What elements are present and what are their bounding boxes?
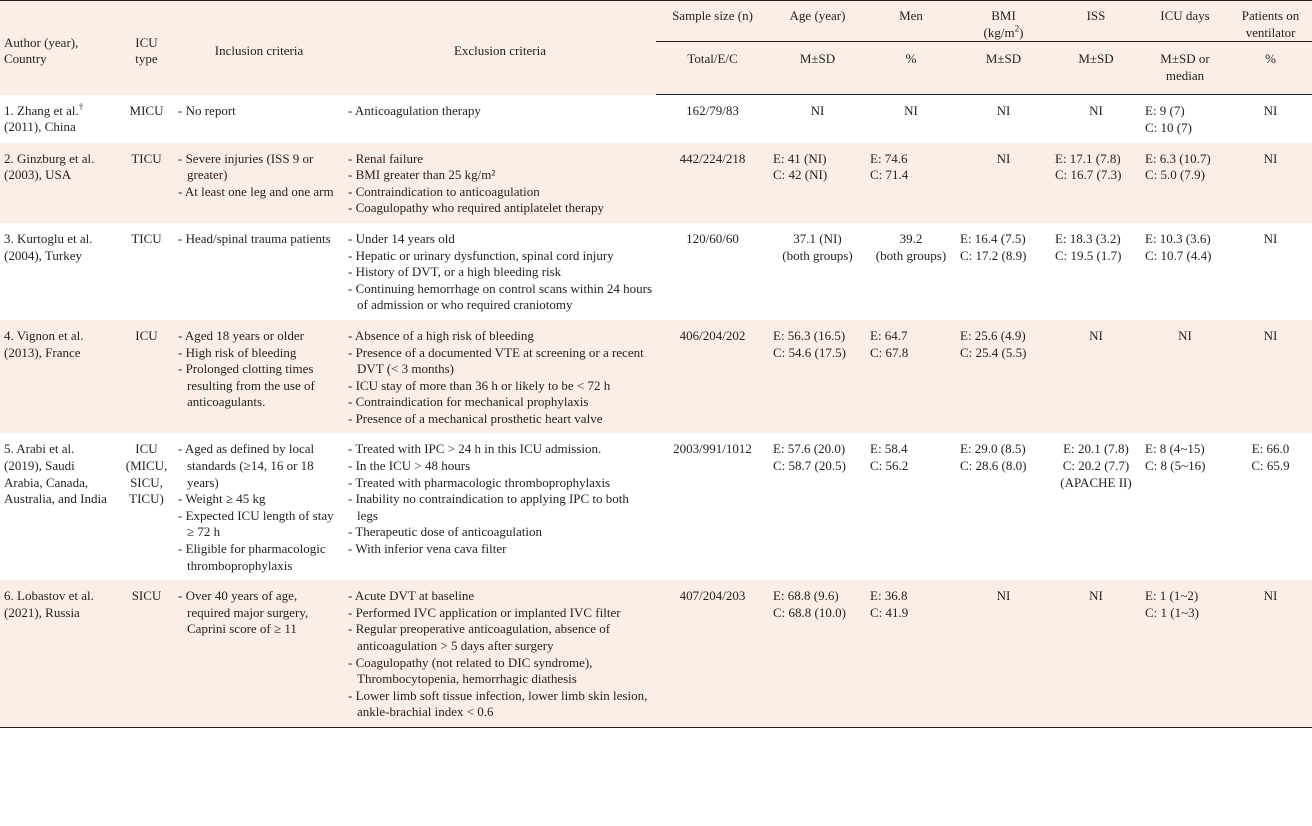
cell-iss: E: 18.3 (3.2) C: 19.5 (1.7)	[1051, 223, 1141, 320]
header-iss: ISS	[1051, 1, 1141, 42]
list-item: - Weight ≥ 45 kg	[178, 491, 266, 507]
cell-icu-type: ICU (MICU, SICU, TICU)	[119, 433, 174, 580]
cell-age: E: 41 (NI) C: 42 (NI)	[769, 143, 866, 223]
cell-icu-type: TICU	[119, 223, 174, 320]
cell-ventilator: NI	[1229, 580, 1312, 727]
cell-men: E: 36.8 C: 41.9	[866, 580, 956, 727]
cell-ventilator: NI	[1229, 320, 1312, 434]
list-item: - Severe injuries (ISS 9 or greater)	[178, 150, 314, 183]
header-age: Age (year)	[769, 1, 866, 42]
table-header	[0, 1, 1312, 95]
cell-author: 1. Zhang et al.† (2011), China	[0, 95, 119, 143]
cell-ventilator: NI	[1229, 143, 1312, 223]
cell-sample: 2003/991/1012	[656, 433, 769, 580]
header-sample-size: Sample size (n)	[656, 1, 769, 42]
cell-author: 6. Lobastov et al. (2021), Russia	[0, 580, 119, 727]
list-item: - Acute DVT at baseline	[348, 588, 475, 604]
list-item: - Presence of a documented VTE at screening or a recent DVT (< 3 months)	[348, 344, 644, 377]
cell-bmi: NI	[956, 95, 1051, 143]
list-item: - Inability no contraindication to applying IPC to both legs	[348, 491, 629, 523]
cell-icu-days: E: 8 (4~15) C: 8 (5~16)	[1141, 433, 1229, 580]
cell-exclusion	[344, 223, 656, 320]
list-item: - Therapeutic dose of anticoagulation	[348, 524, 542, 540]
header-men-sub: %	[866, 42, 956, 95]
cell-men: NI	[866, 95, 956, 143]
table-row	[0, 320, 1312, 434]
cell-sample: 162/79/83	[656, 95, 769, 143]
cell-icu-type: TICU	[119, 143, 174, 223]
list-item: - Coagulopathy who required antiplatelet therapy	[348, 200, 604, 216]
cell-age: NI	[769, 95, 866, 143]
list-item: - Head/spinal trauma patients	[178, 230, 331, 246]
list-item: - Contraindication to anticoagulation	[348, 183, 540, 199]
cell-author: 3. Kurtoglu et al. (2004), Turkey	[0, 223, 119, 320]
cell-sample: 120/60/60	[656, 223, 769, 320]
cell-bmi: E: 29.0 (8.5) C: 28.6 (8.0)	[956, 433, 1051, 580]
cell-ventilator: NI	[1229, 95, 1312, 143]
cell-ventilator: E: 66.0 C: 65.9	[1229, 433, 1312, 580]
list-item: - Hepatic or urinary dysfunction, spinal cord injury	[348, 247, 614, 263]
cell-author: 2. Ginzburg et al. (2003), USA	[0, 143, 119, 223]
cell-iss: E: 20.1 (7.8) C: 20.2 (7.7) (APACHE II)	[1051, 433, 1141, 580]
cell-iss: NI	[1051, 95, 1141, 143]
cell-exclusion	[344, 433, 656, 580]
list-item: - Absence of a high risk of bleeding	[348, 327, 534, 343]
cell-men: E: 64.7 C: 67.8	[866, 320, 956, 434]
cell-author: 5. Arabi et al. (2019), Saudi Arabia, Canada, Australia, and India	[0, 433, 119, 580]
cell-bmi: NI	[956, 143, 1051, 223]
cell-inclusion	[174, 580, 344, 727]
header-bmi-sub: M±SD	[956, 42, 1051, 95]
cell-author: 4. Vignon et al. (2013), France	[0, 320, 119, 434]
cell-exclusion	[344, 95, 656, 143]
cell-ventilator: NI	[1229, 223, 1312, 320]
cell-sample: 406/204/202	[656, 320, 769, 434]
cell-sample: 442/224/218	[656, 143, 769, 223]
list-item: - Aged 18 years or older	[178, 327, 304, 343]
cell-men: 39.2 (both groups)	[866, 223, 956, 320]
list-item: - Presence of a mechanical prosthetic heart valve	[348, 410, 603, 426]
cell-icu-type: MICU	[119, 95, 174, 143]
header-icu-days: ICU days	[1141, 1, 1229, 42]
list-item: - Coagulopathy (not related to DIC syndrome), Thrombocytopenia, hemorrhagic diathesis	[348, 654, 593, 687]
cell-icu-days: NI	[1141, 320, 1229, 434]
header-sample-size-sub: Total/E/C	[656, 42, 769, 95]
list-item: - ICU stay of more than 36 h or likely to be < 72 h	[348, 377, 611, 393]
cell-bmi: E: 16.4 (7.5) C: 17.2 (8.9)	[956, 223, 1051, 320]
list-item: - No report	[178, 102, 236, 118]
header-ventilator: Patients on ventilator	[1229, 1, 1312, 42]
list-item: - At least one leg and one arm	[178, 183, 334, 199]
cell-icu-days: E: 9 (7) C: 10 (7)	[1141, 95, 1229, 143]
header-author: Author (year), Country	[0, 1, 119, 95]
table-row	[0, 223, 1312, 320]
cell-exclusion	[344, 143, 656, 223]
cell-sample: 407/204/203	[656, 580, 769, 727]
header-ventilator-sub: %	[1229, 42, 1312, 95]
list-item: - Continuing hemorrhage on control scans within 24 hours of admission or who required craniotomy	[348, 280, 653, 313]
cell-bmi: E: 25.6 (4.9) C: 25.4 (5.5)	[956, 320, 1051, 434]
list-item: - Contraindication for mechanical prophylaxis	[348, 394, 589, 410]
cell-inclusion	[174, 223, 344, 320]
cell-age: 37.1 (NI) (both groups)	[769, 223, 866, 320]
list-item: - Treated with IPC > 24 h in this ICU admission.	[348, 441, 602, 457]
table-body	[0, 95, 1312, 728]
list-item: - Prolonged clotting times resulting from the use of anticoagulants.	[178, 361, 315, 410]
cell-men: E: 58.4 C: 56.2	[866, 433, 956, 580]
cell-iss: NI	[1051, 320, 1141, 434]
list-item: - Anticoagulation therapy	[348, 102, 481, 118]
cell-men: E: 74.6 C: 71.4	[866, 143, 956, 223]
cell-inclusion	[174, 95, 344, 143]
cell-exclusion	[344, 320, 656, 434]
list-item: - In the ICU > 48 hours	[348, 458, 471, 474]
header-bmi: BMI $(kg/m^2)$	[956, 1, 1051, 42]
cell-inclusion	[174, 320, 344, 434]
cell-icu-days: E: 1 (1~2) C: 1 (1~3)	[1141, 580, 1229, 727]
header-iss-sub: M±SD	[1051, 42, 1141, 95]
list-item: - Expected ICU length of stay ≥ 72 h	[178, 507, 334, 540]
header-age-sub: M±SD	[769, 42, 866, 95]
cell-age: E: 68.8 (9.6) C: 68.8 (10.0)	[769, 580, 866, 727]
list-item: - High risk of bleeding	[178, 344, 297, 360]
cell-icu-type: ICU	[119, 320, 174, 434]
cell-icu-type: SICU	[119, 580, 174, 727]
list-item: - Performed IVC application or implanted IVC filter	[348, 604, 621, 620]
cell-bmi: NI	[956, 580, 1051, 727]
header-exclusion: Exclusion criteria	[344, 1, 656, 95]
list-item: - Regular preoperative anticoagulation, absence of anticoagulation > 5 days after surgery	[348, 621, 611, 653]
cell-icu-days: E: 10.3 (3.6) C: 10.7 (4.4)	[1141, 223, 1229, 320]
list-item: - BMI greater than 25 kg/m²	[348, 167, 496, 183]
table-row	[0, 143, 1312, 223]
cell-age: E: 57.6 (20.0) C: 58.7 (20.5)	[769, 433, 866, 580]
cell-inclusion	[174, 143, 344, 223]
cell-exclusion	[344, 580, 656, 727]
cell-iss: NI	[1051, 580, 1141, 727]
table-row	[0, 433, 1312, 580]
header-icu-days-sub: M±SD or median	[1141, 42, 1229, 95]
list-item: - Eligible for pharmacologic thromboprophylaxis	[178, 541, 326, 573]
cell-icu-days: E: 6.3 (10.7) C: 5.0 (7.9)	[1141, 143, 1229, 223]
list-item: - History of DVT, or a high bleeding risk	[348, 264, 562, 280]
list-item: - Lower limb soft tissue infection, lower limb skin lesion, ankle-brachial index < 0.6	[348, 687, 648, 720]
header-icu-type: ICU type	[119, 1, 174, 95]
header-men: Men	[866, 1, 956, 42]
table-row	[0, 580, 1312, 727]
list-item: - Treated with pharmacologic thromboprophylaxis	[348, 474, 611, 490]
list-item: - Renal failure	[348, 150, 424, 166]
table-row	[0, 95, 1312, 143]
cell-age: E: 56.3 (16.5) C: 54.6 (17.5)	[769, 320, 866, 434]
list-item: - Over 40 years of age, required major surgery, Caprini score of ≥ 11	[178, 588, 309, 637]
list-item: - With inferior vena cava filter	[348, 541, 507, 557]
list-item: - Aged as defined by local standards (≥14, 16 or 18 years)	[178, 441, 315, 490]
list-item: - Under 14 years old	[348, 230, 455, 246]
cell-iss: E: 17.1 (7.8) C: 16.7 (7.3)	[1051, 143, 1141, 223]
cell-inclusion	[174, 433, 344, 580]
header-inclusion: Inclusion criteria	[174, 1, 344, 95]
